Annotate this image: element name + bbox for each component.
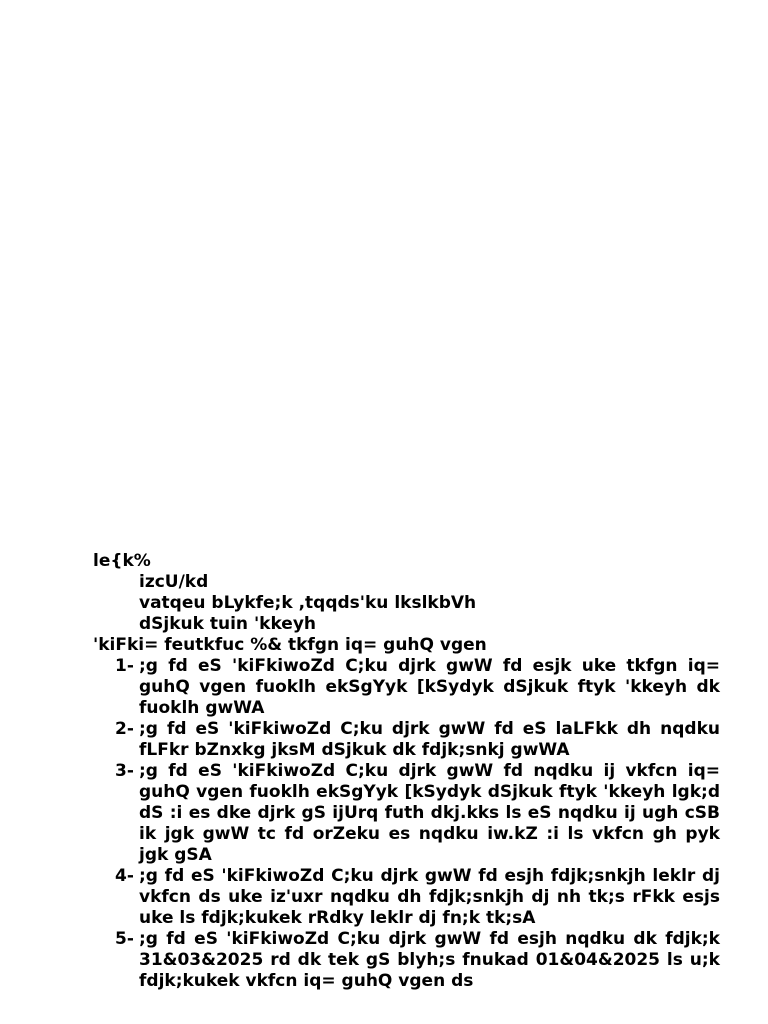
clause-number: 4- [115,866,134,886]
affidavit-subject: 'kiFki= feutkfuc %& tkfgn iq= guhQ vgen [93,635,487,655]
clause-item [93,866,720,929]
header-line-location: dSjkuk tuin 'kkeyh [139,614,317,634]
clause-text: ;g fd eS 'kiFkiwoZd C;ku djrk gwW fd esjk uke tkfgn iq= guhQ vgen fuoklh ekSgYyk [kSydyk dSjkuk ftyk 'kkeyh dk fuoklh gwWA [139,656,720,718]
clause-number: 2- [115,719,134,739]
addressee-heading: le{k% [93,551,151,571]
clause-item [93,656,720,719]
affidavit-clauses [93,656,720,992]
clause-item [93,761,720,866]
clause-text: ;g fd eS 'kiFkiwoZd C;ku djrk gwW fd esjh nqdku dk fdjk;k 31&03&2025 rd dk tek gS blyh;s fnukad 01&04&2025 ls u;k fdjk;kukek vkfcn iq= guhQ vgen ds [139,929,720,991]
clause-item [93,929,720,992]
clause-number: 5- [115,929,134,949]
clause-number: 1- [115,656,134,676]
clause-text: ;g fd eS 'kiFkiwoZd C;ku djrk gwW fd nqdku ij vkfcn iq= guhQ vgen fuoklh ekSgYyk [kSydyk dSjkuk ftyk 'kkeyh lgk;d dS :i es dke djrk gS ijUrq futh dkj.kks ls eS nqdku ij ugh cSB ik jgk gwW tc fd orZeku es nqdku iw.kZ :i ls vkfcn gh pyk jgk gSA [139,761,720,865]
clause-number: 3- [115,761,134,781]
clause-text: ;g fd eS 'kiFkiwoZd C;ku djrk gwW fd eS laLFkk dh nqdku fLFkr bZnxkg jksM dSjkuk dk fdjk;snkj gwWA [139,719,720,760]
clause-item [93,719,720,761]
header-line-designation: izcU/kd [139,572,209,592]
clause-text: ;g fd eS 'kiFkiwoZd C;ku djrk gwW fd esjh fdjk;snkjh leklr dj vkfcn ds uke iz'uxr nqdku dh fdjk;snkjh dj nh tk;s rFkk esjs uke ls fdjk;kukek rRdky leklr dj fn;k tk;sA [139,866,720,928]
header-line-organization: vatqeu bLykfe;k ,tqqds'ku lkslkbVh [139,593,477,613]
affidavit-document [93,551,720,992]
